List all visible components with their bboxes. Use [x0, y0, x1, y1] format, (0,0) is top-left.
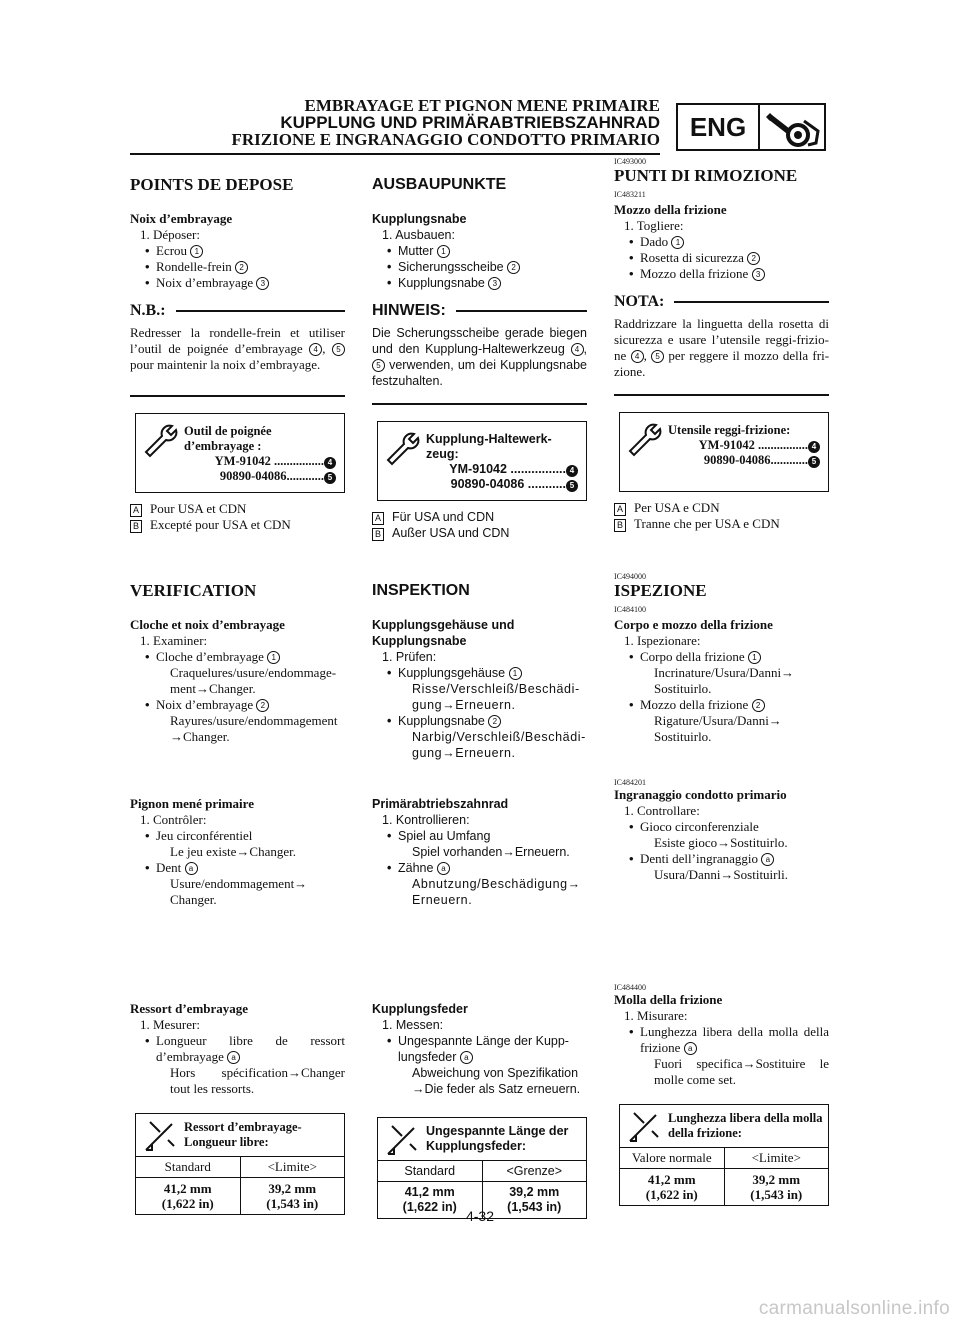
list-item: • Dent a: [130, 860, 345, 876]
list-item: • Mozzo della frizione 3: [614, 266, 829, 282]
tool-part-number: 90890-04086 ........... 5: [426, 477, 578, 492]
tool-part-number: YM-91042 ................ 4: [184, 454, 336, 469]
subsection-title: Primärabtriebszahnrad: [372, 797, 509, 811]
list-item: • Noix d’embrayage 3: [130, 275, 345, 291]
callout-marker: 1: [190, 245, 203, 258]
item-description: Craquelures/usure/endommage- ment→Changer.: [170, 665, 337, 696]
footnote: A Pour USA et CDN: [130, 501, 345, 517]
spec-box: [619, 1104, 829, 1206]
tool-part-number: 90890-04086............ 5: [668, 453, 820, 468]
item-description: Rayures/usure/endommagement →Changer.: [170, 713, 338, 744]
step-text: 1. Contrôler:: [140, 812, 207, 827]
caliper-icon: [384, 1122, 420, 1158]
note-end-rule: [614, 394, 829, 396]
item-description: Abnutzung/Beschädigung→ Erneuern.: [412, 877, 581, 907]
page-number: 4-32: [465, 1208, 495, 1224]
tool-title: Outil de poignée d’embrayage :: [184, 424, 272, 453]
list-item: • Jeu circonférentiel: [130, 828, 345, 844]
note-end-rule: [130, 395, 345, 397]
step-text: 1. Mesurer:: [140, 1017, 200, 1032]
badge-divider: [758, 105, 760, 149]
list-item: • Kupplungsnabe 3: [372, 275, 587, 291]
spec-header-row: Standard <Grenze>: [378, 1161, 586, 1182]
spring-it: [614, 983, 829, 1206]
wrench-icon: [142, 422, 178, 458]
subsection-title: Corpo e mozzo della frizione: [614, 617, 773, 632]
watermark: carmanualsonline.info: [758, 1298, 950, 1319]
list-item: • Rondelle-frein 2: [130, 259, 345, 275]
step-text: 1. Prüfen:: [382, 650, 437, 664]
section-badge: [676, 103, 826, 151]
spec-title: Ressort d’embrayage- Longueur libre:: [184, 1120, 302, 1149]
spec-value-row: 41,2 mm (1,622 in) 39,2 mm (1,543 in): [136, 1178, 344, 1214]
item-description: Narbig/Verschleiß/Beschädi- gung→Erneuern.: [412, 730, 586, 760]
special-tool-box: [135, 413, 345, 493]
callout-marker: 3: [256, 277, 269, 290]
engine-icon: [764, 109, 822, 149]
section-code: IC484201: [614, 778, 646, 787]
inspection2-it: [614, 778, 829, 883]
list-item: • Spiel au Umfang: [372, 828, 587, 844]
tool-title: Kupplung-Haltewerk- zeug:: [426, 432, 552, 461]
item-description: Spiel vorhanden→Erneuern.: [412, 845, 570, 859]
header-title-fr: EMBRAYAGE ET PIGNON MENE PRIMAIRE: [304, 96, 660, 115]
subsection-title: Ingranaggio condotto primario: [614, 787, 787, 802]
step-text: 1. Ispezionare:: [624, 633, 701, 648]
list-item: • Sicherungsscheibe 2: [372, 259, 587, 275]
item-description: Risse/Verschleiß/Beschädi- gung→Erneuern.: [412, 682, 580, 712]
section-code: IC493000: [614, 157, 646, 166]
spec-value-row: 41,2 mm (1,622 in) 39,2 mm (1,543 in): [378, 1182, 586, 1218]
tool-part-number: YM-91042 ................ 4: [668, 438, 820, 453]
page-header-titles: [231, 97, 660, 148]
list-item: • Dado 1: [614, 234, 829, 250]
list-item: • Lunghezza libera della molla della frizione a: [614, 1024, 829, 1056]
spec-title: Ungespannte Länge der Kupplungsfeder:: [426, 1124, 569, 1153]
section-code: IC483211: [614, 190, 646, 199]
tool-part-number: YM-91042 ................ 4: [426, 462, 578, 477]
spring-de: [372, 992, 587, 1219]
list-item: • Ungespannte Länge der Kupp- lungsfeder a: [372, 1033, 587, 1065]
header-rule: [130, 153, 660, 155]
subsection-title: Ressort d’embrayage: [130, 1001, 249, 1016]
footnote: A Per USA e CDN: [614, 500, 829, 516]
step-text: 1. Togliere:: [624, 218, 684, 233]
section-title: PUNTI DI RIMOZIONE: [614, 166, 798, 185]
note-heading: N.B.:: [130, 303, 345, 319]
list-item: • Kupplungsnabe 2: [372, 713, 587, 729]
item-description: Usure/endommagement→ Changer.: [170, 876, 308, 907]
header-title-it: FRIZIONE E INGRANAGGIO CONDOTTO PRIMARIO: [231, 130, 660, 149]
item-description: Esiste gioco→Sostituirlo.: [654, 835, 788, 850]
tool-title: Utensile reggi-frizione:: [668, 423, 791, 437]
subsection-title: Pignon mené primaire: [130, 796, 254, 811]
list-item: • Gioco circonferenziale: [614, 819, 829, 835]
spring-fr: [130, 992, 345, 1215]
step-text: 1. Ausbauen:: [382, 228, 455, 242]
caliper-icon: [142, 1118, 178, 1154]
inspection-it: [614, 572, 829, 745]
note-text: Redresser la rondelle-frein et utiliser l’outil de poignée d’embrayage 4 , 5 pour maintenir la noix d’embrayage.: [130, 325, 345, 372]
subsection-title: Kupplungsnabe: [372, 212, 467, 226]
list-item: • Mozzo della frizione 2: [614, 697, 829, 713]
spec-header-row: Valore normale <Limite>: [620, 1148, 828, 1169]
caliper-icon: [626, 1109, 662, 1145]
badge-label: ENG: [689, 112, 747, 142]
item-description: Rigature/Usura/Danni→ Sostituirlo.: [654, 713, 782, 744]
list-item: • Cloche d’embrayage 1: [130, 649, 345, 665]
list-item: • Zähne a: [372, 860, 587, 876]
subsection-title: Kupplungsgehäuse und Kupplungsnabe: [372, 618, 515, 648]
step-text: 1. Messen:: [382, 1018, 444, 1032]
footnote: A Für USA und CDN: [372, 509, 587, 525]
special-tool-box: [377, 421, 587, 501]
note-end-rule: [372, 403, 587, 405]
step-text: 1. Kontrollieren:: [382, 813, 470, 827]
inspection-de: [372, 572, 587, 761]
spec-box: [377, 1117, 587, 1219]
note-text: Die Scherungsscheibe gerade biegen und den Kupplung-Haltewerkzeug 4 , 5 verwenden, um dei Kupplungsnabe festzuhalten.: [372, 326, 587, 388]
tool-part-number: 90890-04086............ 5: [184, 469, 336, 484]
item-description: Fuori specifica→Sostituire le molle come set.: [654, 1056, 829, 1087]
callout-marker: 2: [235, 261, 248, 274]
spec-box: [135, 1113, 345, 1215]
subsection-title: Noix d’embrayage: [130, 211, 233, 226]
section-title: AUSBAUPUNKTE: [372, 176, 507, 193]
subsection-title: Mozzo della frizione: [614, 202, 727, 217]
note-text: Raddrizzare la linguetta della rosetta di sicurezza e usare l’utensile reggi-frizio- ne 4 , 5 per reggere il mozzo della fri- zione.: [614, 316, 830, 379]
list-item: • Rosetta di sicurezza 2: [614, 250, 829, 266]
spec-value-row: 41,2 mm (1,622 in) 39,2 mm (1,543 in): [620, 1169, 828, 1205]
inspection-fr: [130, 572, 345, 745]
special-tool-box: [619, 412, 829, 492]
inspection2-fr: [130, 787, 345, 908]
list-item: • Denti dell’ingranaggio a: [614, 851, 829, 867]
section-title: ISPEZIONE: [614, 581, 707, 600]
footnote: B Excepté pour USA et CDN: [130, 517, 345, 533]
header-title-de: KUPPLUNG UND PRIMÄRABTRIEBSZAHNRAD: [280, 113, 660, 132]
note-heading: NOTA:: [614, 294, 829, 310]
wrench-icon: [384, 430, 420, 466]
spec-title: Lunghezza libera della molla della frizione:: [668, 1111, 823, 1140]
removal-it: [614, 157, 829, 532]
item-description: Hors spécification→Changer tout les ressorts.: [170, 1065, 345, 1096]
item-description: Le jeu existe→Changer.: [170, 844, 296, 859]
note-heading: HINWEIS:: [372, 303, 587, 319]
item-description: Incrinature/Usura/Danni→ Sostituirlo.: [654, 665, 795, 696]
spec-header-row: Standard <Limite>: [136, 1157, 344, 1178]
section-title: VERIFICATION: [130, 581, 257, 600]
footnote: B Tranne che per USA e CDN: [614, 516, 829, 532]
footnote: B Außer USA und CDN: [372, 525, 587, 541]
list-item: • Longueur libre de ressort d’embrayage a: [130, 1033, 345, 1065]
list-item: • Noix d’embrayage 2: [130, 697, 345, 713]
list-item: • Ecrou 1: [130, 243, 345, 259]
step-text: 1. Déposer:: [140, 227, 200, 242]
section-title: POINTS DE DEPOSE: [130, 175, 294, 194]
section-code: IC484100: [614, 605, 646, 614]
step-text: 1. Controllare:: [624, 803, 700, 818]
wrench-icon: [626, 421, 662, 457]
item-description: Abweichung von Spezifikation →Die feder als Satz erneuern.: [412, 1066, 581, 1096]
item-description: Usura/Danni→Sostituirli.: [654, 867, 788, 882]
list-item: • Corpo della frizione 1: [614, 649, 829, 665]
section-code: IC484400: [614, 983, 646, 992]
subsection-title: Kupplungsfeder: [372, 1002, 468, 1016]
section-title: INSPEKTION: [372, 582, 470, 599]
step-text: 1. Misurare:: [624, 1008, 688, 1023]
subsection-title: Cloche et noix d’embrayage: [130, 617, 285, 632]
list-item: • Mutter 1: [372, 243, 587, 259]
removal-de: [372, 166, 587, 541]
section-code: IC494000: [614, 572, 646, 581]
list-item: • Kupplungsgehäuse 1: [372, 665, 587, 681]
step-text: 1. Examiner:: [140, 633, 208, 648]
inspection2-de: [372, 787, 587, 908]
removal-fr: [130, 166, 345, 533]
subsection-title: Molla della frizione: [614, 992, 723, 1007]
